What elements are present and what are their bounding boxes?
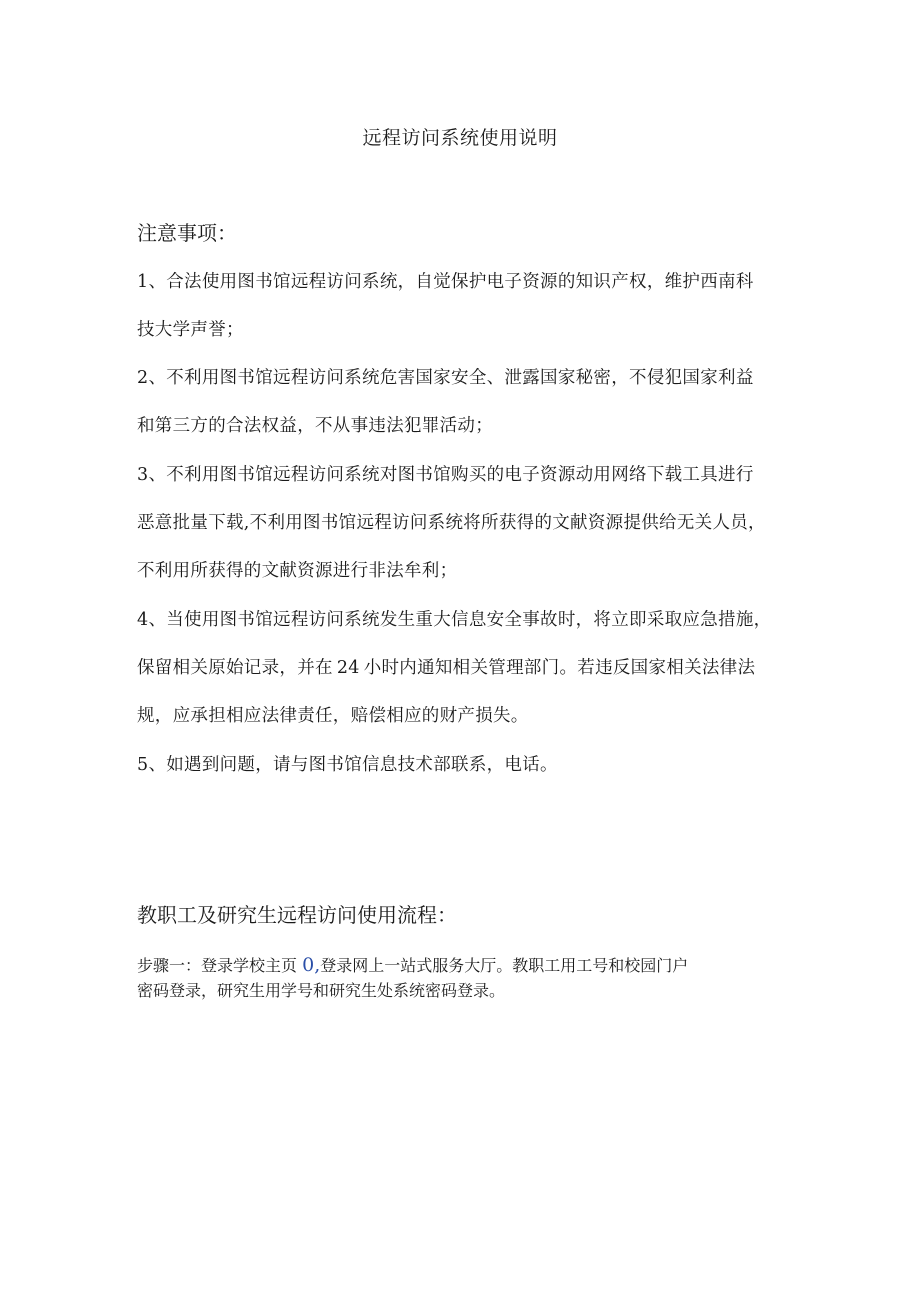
notice-line: 规，应承担相应法律责任，赔偿相应的财产损失。	[137, 706, 529, 726]
item-text: 小时内通知相关管理部门。若违反国家相关法律法	[363, 658, 756, 678]
step-line: 密码登录，研究生用学号和研究生处系统密码登录。	[137, 981, 506, 1000]
notice-item-1	[137, 258, 797, 354]
notice-line	[137, 451, 797, 499]
item-text: 、如遇到问题，请与图书馆信息技术部联系，电话。	[148, 755, 558, 775]
notice-line: 和第三方的合法权益，不从事违法犯罪活动；	[137, 416, 493, 436]
item-number: 3	[137, 465, 149, 485]
notice-line	[137, 741, 797, 789]
step-line	[137, 953, 797, 978]
step-prefix: 步骤一：登录学校主页	[137, 956, 298, 975]
item-number: 5	[137, 755, 149, 775]
item-text: 、合法使用图书馆远程访问系统，自觉保护电子资源的知识产权，维护西南科	[148, 272, 754, 292]
notice-item-4	[137, 596, 797, 740]
item-text: 、不利用图书馆远程访问系统对图书馆购买的电子资源动用网络下载工具进行	[148, 465, 754, 485]
notice-item-3	[137, 451, 797, 595]
notice-line: 恶意批量下载,不利用图书馆远程访问系统将所获得的文献资源提供给无关人员，	[137, 513, 766, 533]
flow-heading: 教职工及研究生远程访问使用流程：	[137, 903, 457, 927]
notice-item-5	[137, 741, 797, 789]
hours-number: 24	[336, 658, 360, 678]
item-text: 保留相关原始记录，并在	[137, 658, 333, 678]
item-number: 4	[137, 610, 149, 630]
step-text: 登录网上一站式服务大厅。教职工用工号和校园门户	[320, 956, 689, 975]
item-text: 、不利用图书馆远程访问系统危害国家安全、泄露国家秘密，不侵犯国家利益	[148, 368, 754, 388]
step-one	[137, 953, 797, 1003]
notice-item-2	[137, 354, 797, 450]
item-text: 、当使用图书馆远程访问系统发生重大信息安全事故时，将立即采取应急措施，	[148, 610, 772, 630]
item-number: 1	[137, 272, 149, 292]
step-zero-ref: 0,	[302, 954, 321, 976]
notice-line	[137, 354, 797, 402]
document-title: 远程访问系统使用说明	[362, 127, 558, 149]
notice-line	[137, 596, 797, 644]
item-number: 2	[137, 368, 149, 388]
notice-line	[137, 644, 797, 692]
notice-heading: 注意事项：	[137, 221, 237, 245]
notice-line: 不利用所获得的文献资源进行非法牟利；	[137, 561, 458, 581]
notice-line	[137, 258, 797, 306]
notice-line: 技大学声誉；	[137, 320, 244, 340]
